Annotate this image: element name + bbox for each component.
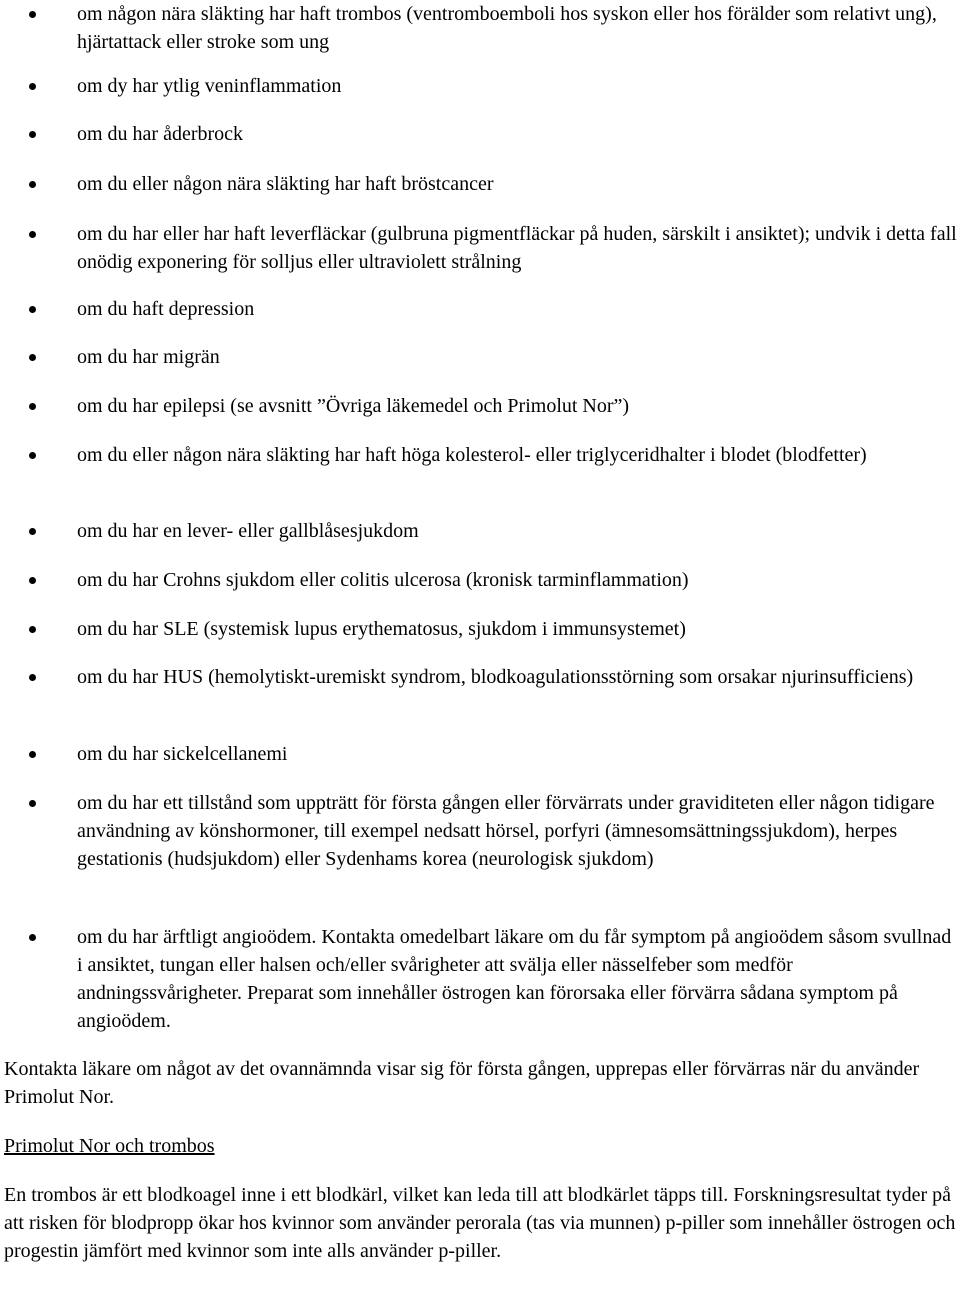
bullet-icon — [29, 452, 36, 459]
thrombosis-paragraph: En trombos är ett blodkoagel inne i ett blodkärl, vilket kan leda till att blodkärlet täpps till. Forskningsresultat tyder på att risken för blodpropp ökar hos kvinnor som använder perorala (tas via munnen) p-piller som innehåller östrogen och progestin jämfört med kvinnor som inte alls använder p-piller. — [4, 1184, 956, 1262]
bullet-icon — [29, 934, 36, 941]
bullet-icon — [29, 354, 36, 361]
list-item-text: om du haft depression — [77, 298, 255, 320]
list-item-text: om du har HUS (hemolytiskt-uremiskt syndrom, blodkoagulationsstörning som orsakar njurinsufficiens) — [77, 666, 914, 688]
list-item-text: om du eller någon nära släkting har haft höga kolesterol- eller triglyceridhalter i blodet (blodfetter) — [77, 444, 867, 466]
section-heading: Primolut Nor och trombos — [4, 1135, 215, 1157]
list-item-text: om någon nära släkting har haft trombos (ventromboemboli hos syskon eller hos förälder som relativt ung), hjärtattack eller stroke som ung — [77, 3, 937, 53]
list-item-text: om du har ärftligt angioödem. Kontakta omedelbart läkare om du får symptom på angioödem såsom svullnad i ansiktet, tungan eller halsen och/eller svårigheter att svälja eller nässelfeber som medför andningssvårigheter. Preparat som innehåller östrogen kan förorsaka eller förvärra sådana symptom på angioödem. — [77, 926, 952, 1032]
bullet-icon — [29, 11, 36, 18]
bullet-icon — [29, 403, 36, 410]
list-item-text: om dy har ytlig veninflammation — [77, 75, 342, 97]
bullet-icon — [29, 577, 36, 584]
list-item-text: om du har SLE (systemisk lupus erythematosus, sjukdom i immunsystemet) — [77, 618, 686, 640]
bullet-icon — [29, 674, 36, 681]
bullet-icon — [29, 83, 36, 90]
bullet-icon — [29, 231, 36, 238]
bullet-icon — [29, 181, 36, 188]
bullet-icon — [29, 131, 36, 138]
list-item-text: om du har sickelcellanemi — [77, 743, 288, 765]
contact-paragraph: Kontakta läkare om något av det ovannämnda visar sig för första gången, upprepas eller förvärras när du använder Primolut Nor. — [4, 1058, 920, 1108]
list-item-text: om du har eller har haft leverfläckar (gulbruna pigmentfläckar på huden, särskilt i ansiktet); undvik i detta fall onödig exponering för solljus eller ultraviolett strålning — [77, 223, 957, 273]
bullet-icon — [29, 306, 36, 313]
list-item-text: om du har Crohns sjukdom eller colitis ulcerosa (kronisk tarminflammation) — [77, 569, 689, 591]
list-item-text: om du har åderbrock — [77, 123, 244, 145]
list-item-text: om du eller någon nära släkting har haft bröstcancer — [77, 173, 494, 195]
bullet-icon — [29, 626, 36, 633]
bullet-icon — [29, 528, 36, 535]
bullet-icon — [29, 800, 36, 807]
list-item-text: om du har epilepsi (se avsnitt ”Övriga läkemedel och Primolut Nor”) — [77, 395, 630, 417]
list-item-text: om du har migrän — [77, 346, 220, 368]
bullet-icon — [29, 751, 36, 758]
list-item-text: om du har en lever- eller gallblåsesjukdom — [77, 520, 419, 542]
list-item-text: om du har ett tillstånd som uppträtt för första gången eller förvärrats under graviditeten eller någon tidigare användning av könshormoner, till exempel nedsatt hörsel, porfyri (ämnesomsättningssjukdom), herpes gestationis (hudsjukdom) eller Sydenhams korea (neurologisk sjukdom) — [77, 792, 935, 870]
